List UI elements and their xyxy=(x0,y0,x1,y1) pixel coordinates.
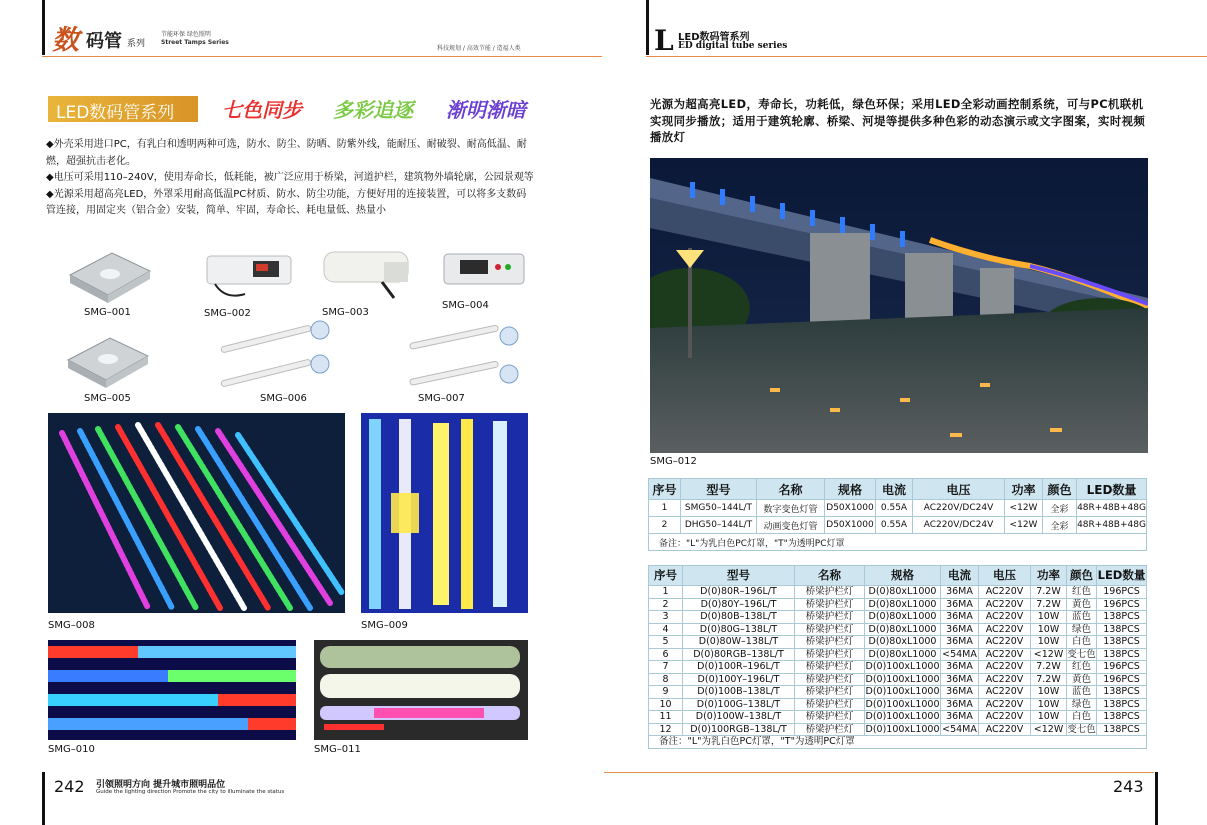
table-cell: D(0)80W–138L/T xyxy=(683,636,795,649)
table-cell: 0.55A xyxy=(876,500,913,517)
table-cell: 桥梁护栏灯 xyxy=(795,661,865,674)
table-cell: <54MA xyxy=(942,723,977,735)
table-cell: 196PCS xyxy=(1097,586,1147,599)
table-cell: 绿色 xyxy=(1067,698,1097,711)
table1-header: 规格 xyxy=(825,479,876,500)
table-cell: <12W xyxy=(1031,723,1067,736)
product-photo-smg004 xyxy=(440,248,528,298)
table-row xyxy=(649,598,1147,611)
table-row xyxy=(649,611,1147,624)
table1-header: 颜色 xyxy=(1043,479,1077,500)
table-cell: 4 xyxy=(649,623,683,636)
table2-header: 电流 xyxy=(941,566,979,586)
header-tag-cn: 节能环保 绿色照明 xyxy=(161,31,211,38)
table-cell: 桥梁护栏灯 xyxy=(795,723,865,736)
product-photo-smg002 xyxy=(205,248,293,303)
table-cell: 7.2W xyxy=(1031,598,1067,611)
table-cell: 黄色 xyxy=(1067,673,1097,686)
table-cell: D(0)100RGB–138L/T xyxy=(683,723,795,736)
table2-header: 序号 xyxy=(649,566,683,586)
table-cell: 196PCS xyxy=(1097,673,1147,686)
product-label-smg008: SMG–008 xyxy=(48,620,95,631)
controller-image xyxy=(205,248,293,303)
table-cell: 8 xyxy=(649,673,683,686)
table-cell: AC220V xyxy=(979,661,1031,674)
table-cell: D(0)100R–196L/T xyxy=(683,661,795,674)
header-tag xyxy=(161,31,229,47)
table-cell: 138PCS xyxy=(1097,623,1147,636)
product-label-smg002: SMG–002 xyxy=(204,308,251,319)
header-rule-right xyxy=(646,56,1207,57)
product-label-smg004: SMG–004 xyxy=(442,300,489,311)
table1-header-row xyxy=(649,479,1147,500)
table-cell: AC220V xyxy=(979,648,1031,661)
tube-pair-image xyxy=(216,318,336,393)
header-rule-left xyxy=(42,56,602,57)
table-cell: 10W xyxy=(1031,711,1067,724)
product-photo-smg009 xyxy=(361,413,528,613)
product-photo-smg003 xyxy=(322,248,412,303)
header-series: 系列 xyxy=(127,39,146,49)
table-cell: 桥梁护栏灯 xyxy=(795,686,865,699)
vertical-tubes-image xyxy=(361,413,528,613)
product-label-smg007: SMG–007 xyxy=(418,393,465,404)
footer-bar-right xyxy=(1155,772,1158,825)
table-cell: 白色 xyxy=(1067,636,1097,649)
table-cell: D(0)100Y–196L/T xyxy=(683,673,795,686)
table-cell: 36MA xyxy=(941,623,979,636)
table-cell: AC220V xyxy=(979,623,1031,636)
table-cell: 变七色 xyxy=(1067,648,1096,660)
table-cell: 桥梁护栏灯 xyxy=(795,636,865,649)
table-cell: 桥梁护栏灯 xyxy=(795,711,865,724)
tube-pair-image-2 xyxy=(405,318,525,393)
control-box-image xyxy=(440,248,528,298)
table-cell: 桥梁护栏灯 xyxy=(795,598,865,611)
table-row xyxy=(649,586,1147,599)
bridge-night-photo xyxy=(650,158,1148,453)
table-cell: D(0)80xL1000 xyxy=(865,648,941,661)
table-cell: 48R+48B+48G xyxy=(1077,500,1147,517)
product-photo-smg011 xyxy=(314,640,528,740)
table-cell: 48R+48B+48G xyxy=(1077,517,1147,534)
table-cell: D(0)80xL1000 xyxy=(865,636,941,649)
table-row xyxy=(649,648,1147,661)
slogan-3: 渐明渐暗 xyxy=(446,98,526,122)
table-cell: 桥梁护栏灯 xyxy=(795,623,865,636)
right-page-bar xyxy=(646,0,649,55)
table2-header: 颜色 xyxy=(1067,566,1097,586)
spec-table-2 xyxy=(648,565,1147,749)
table-row xyxy=(649,723,1147,736)
table-cell: D(0)80RGB–138L/T xyxy=(683,648,795,661)
slogan-2: 多彩追逐 xyxy=(333,98,413,122)
table1-header: 功率 xyxy=(1005,479,1043,500)
intro-text: 光源为超高亮LED，寿命长，功耗低，绿色环保；采用LED全彩动画控制系统，可与PC机联机实现同步播放；适用于建筑轮廓、桥梁、河堤等提供多种色彩的动态演示或文字图案，实时视频播放灯 xyxy=(650,97,1146,144)
table-cell: AC220V xyxy=(979,698,1031,711)
table-cell: 138PCS xyxy=(1097,711,1147,724)
table-cell: D(0)100G–138L/T xyxy=(683,698,795,711)
bullet-1: ◆外壳采用进口PC，有乳白和透明两种可选，防水、防尘、防晒、防紫外线，能耐压、耐破裂、耐高低温、耐燃，超强抗击老化。 xyxy=(46,139,527,167)
table-cell: 动画变色灯管 xyxy=(757,517,825,534)
table-cell: 1 xyxy=(649,586,683,599)
table-cell: 12 xyxy=(649,723,683,736)
table-cell: 36MA xyxy=(941,586,979,599)
series-title: LED数码管系列 xyxy=(56,103,175,123)
footer-slogan-en: Guide the lighting direction Promote the city to illuminate the status xyxy=(96,789,285,795)
product-label-smg011: SMG–011 xyxy=(314,744,361,755)
table-cell: 10W xyxy=(1031,623,1067,636)
bracket-image-2 xyxy=(62,328,154,390)
table-cell: AC220V/DC24V xyxy=(913,500,1005,517)
table-cell: 2 xyxy=(649,598,683,611)
product-photo-smg006 xyxy=(216,318,336,393)
table-cell: 138PCS xyxy=(1097,698,1147,711)
table-cell: AC220V/DC24V xyxy=(913,517,1005,534)
product-photo-smg010 xyxy=(48,640,296,740)
footer-bar-left xyxy=(42,772,45,825)
footer-slogan-cn: 引领照明方向 提升城市照明品位 xyxy=(96,780,226,790)
product-photo-smg008 xyxy=(48,413,345,613)
table-cell: 36MA xyxy=(941,636,979,649)
table-row xyxy=(649,500,1147,517)
table-cell: 138PCS xyxy=(1097,636,1147,649)
table-cell: 36MA xyxy=(941,673,979,686)
product-label-smg001: SMG–001 xyxy=(84,307,131,318)
table-cell: 3 xyxy=(649,611,683,624)
table-cell: AC220V xyxy=(979,723,1031,736)
table2-header-row xyxy=(649,566,1147,586)
table-cell: 红色 xyxy=(1067,586,1097,599)
table-cell: DHG50–144L/T xyxy=(681,517,757,534)
left-page-number: 242 xyxy=(54,777,85,796)
table-cell: D(0)100B–138L/T xyxy=(683,686,795,699)
product-photo-smg007 xyxy=(405,318,525,393)
product-label-smg003: SMG–003 xyxy=(322,307,369,318)
table-cell: AC220V xyxy=(979,636,1031,649)
table-cell: D(0)80B–138L/T xyxy=(683,611,795,624)
table-cell: 36MA xyxy=(941,661,979,674)
table-cell: 10 xyxy=(649,698,683,711)
table-cell: 10W xyxy=(1031,698,1067,711)
table-cell: 196PCS xyxy=(1097,598,1147,611)
table-cell: 7.2W xyxy=(1031,673,1067,686)
table-row xyxy=(649,517,1147,534)
table-cell: D(0)80Y–196L/T xyxy=(683,598,795,611)
table-cell: 36MA xyxy=(941,711,979,724)
header-tag-en: Street Tamps Series xyxy=(161,39,229,46)
bracket-image xyxy=(62,245,154,307)
table2-header: 名称 xyxy=(795,566,865,586)
tube-samples-image xyxy=(314,640,528,740)
table-cell: AC220V xyxy=(979,673,1031,686)
bullet-3: ◆光源采用超高亮LED，外罩采用耐高低温PC材质、防水、防尘功能，方便好用的连接装置，可以将多支数码管连接，用固定夹（铝合金）安装，简单、牢固，寿命长、耗电量低、热量小 xyxy=(46,188,527,216)
header-right-L: L xyxy=(654,24,674,57)
table-note-row xyxy=(649,736,1147,749)
table-cell: 9 xyxy=(649,686,683,699)
table1-header: 型号 xyxy=(681,479,757,500)
table-cell: 黄色 xyxy=(1067,598,1097,611)
table-cell: 蓝色 xyxy=(1067,686,1097,699)
table-row xyxy=(649,623,1147,636)
slogan-1: 七色同步 xyxy=(222,98,302,122)
table-cell: 5 xyxy=(649,636,683,649)
table-cell: 桥梁护栏灯 xyxy=(795,611,865,624)
table-cell: D(0)100xL1000 xyxy=(865,698,940,710)
table-cell: D(0)100xL1000 xyxy=(865,686,940,698)
table-cell: AC220V xyxy=(979,598,1031,611)
table-cell: AC220V xyxy=(979,611,1031,624)
footer-rule-right xyxy=(604,772,1154,773)
header-right-title-en: ED digital tube series xyxy=(678,41,788,51)
header-logo-char: 数 xyxy=(52,25,79,56)
table-cell: 桥梁护栏灯 xyxy=(795,698,865,711)
table-cell: <12W xyxy=(1005,517,1043,534)
table1-header: 序号 xyxy=(649,479,681,500)
table1-header: LED数量 xyxy=(1077,479,1147,500)
table2-header: 规格 xyxy=(865,566,941,586)
product-label-smg006: SMG–006 xyxy=(260,393,307,404)
table-cell: 变七色 xyxy=(1067,723,1096,735)
table-cell: SMG50–144L/T xyxy=(681,500,757,517)
table-cell: 7 xyxy=(649,661,683,674)
left-page-bar xyxy=(42,0,45,55)
table-cell: D(0)80G–138L/T xyxy=(683,623,795,636)
table1-header: 名称 xyxy=(757,479,825,500)
table-cell: <12W xyxy=(1005,500,1043,517)
table-cell: D(0)100xL1000 xyxy=(865,711,940,723)
tube-end-image xyxy=(322,248,412,303)
table-cell: D(0)100W–138L/T xyxy=(683,711,795,724)
table-cell: 全彩 xyxy=(1043,517,1077,534)
table-cell: D(0)80xL1000 xyxy=(865,586,941,599)
table-cell: 10W xyxy=(1031,611,1067,624)
table-cell: 36MA xyxy=(941,698,979,711)
table-cell: 10W xyxy=(1031,686,1067,699)
table-cell: 138PCS xyxy=(1097,723,1147,736)
product-label-smg009: SMG–009 xyxy=(361,620,408,631)
table-cell: D50X1000 xyxy=(825,517,876,534)
table-cell: 7.2W xyxy=(1031,586,1067,599)
table-cell: 196PCS xyxy=(1097,661,1147,674)
table2-note: 备注："L"为乳白色PC灯罩，"T"为透明PC灯罩 xyxy=(649,736,1147,749)
product-label-smg005: SMG–005 xyxy=(84,393,131,404)
table1-header: 电流 xyxy=(876,479,913,500)
table-cell: D(0)80R–196L/T xyxy=(683,586,795,599)
table-cell: 红色 xyxy=(1067,661,1097,674)
product-label-smg010: SMG–010 xyxy=(48,744,95,755)
right-page-number: 243 xyxy=(1113,777,1144,796)
product-photo-smg001 xyxy=(62,245,154,307)
table2-header: 电压 xyxy=(979,566,1031,586)
table-cell: D(0)80xL1000 xyxy=(865,623,941,636)
table-cell: 6 xyxy=(649,648,683,661)
table1-header: 电压 xyxy=(913,479,1005,500)
table-cell: <54MA xyxy=(942,648,977,660)
table-cell: 0.55A xyxy=(876,517,913,534)
table1-note: 备注："L"为乳白色PC灯罩，"T"为透明PC灯罩 xyxy=(649,534,1147,551)
table-cell: 10W xyxy=(1031,636,1067,649)
table-cell: 2 xyxy=(649,517,681,534)
table-cell: 桥梁护栏灯 xyxy=(795,586,865,599)
header-middle-tags: 科技规划 / 高效节能 / 造福人类 xyxy=(437,45,521,52)
table-cell: D(0)100xL1000 xyxy=(865,673,940,685)
table-cell: <12W xyxy=(1031,648,1067,661)
spec-table-1 xyxy=(648,478,1147,551)
table-cell: D50X1000 xyxy=(825,500,876,517)
table-cell: 36MA xyxy=(941,686,979,699)
table-cell: D(0)80xL1000 xyxy=(865,611,941,624)
table-cell: 36MA xyxy=(941,598,979,611)
table-cell: AC220V xyxy=(979,686,1031,699)
table-cell: AC220V xyxy=(979,711,1031,724)
header-title: 码管 xyxy=(86,31,122,52)
table-cell: 绿色 xyxy=(1067,623,1097,636)
table-cell: D(0)100xL1000 xyxy=(865,723,940,735)
table-cell: 数字变色灯管 xyxy=(757,500,825,517)
table-cell: 全彩 xyxy=(1043,500,1077,517)
header-right-title-cn: LED数码管系列 xyxy=(678,32,750,43)
table-cell: 36MA xyxy=(941,611,979,624)
table-cell: D(0)100xL1000 xyxy=(865,661,940,673)
table-cell: D(0)80xL1000 xyxy=(865,598,941,611)
table-cell: 138PCS xyxy=(1097,611,1147,624)
diagonal-tubes-image xyxy=(48,413,345,613)
table-row xyxy=(649,711,1147,724)
table-cell: 7.2W xyxy=(1031,661,1067,674)
table-cell: 138PCS xyxy=(1097,686,1147,699)
table-cell: 蓝色 xyxy=(1067,611,1097,624)
table2-header: 型号 xyxy=(683,566,795,586)
table-cell: 138PCS xyxy=(1097,648,1147,661)
bridge-scene-image xyxy=(650,158,1148,453)
feature-bullets xyxy=(46,137,536,220)
table2-header: 功率 xyxy=(1031,566,1067,586)
table-row xyxy=(649,686,1147,699)
horizontal-tubes-image xyxy=(48,640,296,740)
table-row xyxy=(649,661,1147,674)
table-cell: 11 xyxy=(649,711,683,724)
bullet-2: ◆电压可采用110–240V，使用寿命长，低耗能，被广泛应用于桥梁，河道护栏，建筑物外墙轮廓，公园景观等 xyxy=(46,172,534,183)
table-cell: 1 xyxy=(649,500,681,517)
table-cell: 白色 xyxy=(1067,711,1097,724)
table2-header: LED数量 xyxy=(1097,566,1147,586)
table-row xyxy=(649,698,1147,711)
table-row xyxy=(649,673,1147,686)
product-photo-smg005 xyxy=(62,328,154,390)
table-cell: 桥梁护栏灯 xyxy=(795,648,865,661)
table-cell: AC220V xyxy=(979,586,1031,599)
table-cell: 桥梁护栏灯 xyxy=(795,673,865,686)
table-row xyxy=(649,636,1147,649)
photo-label-smg012: SMG–012 xyxy=(650,456,697,467)
table-note-row xyxy=(649,534,1147,551)
